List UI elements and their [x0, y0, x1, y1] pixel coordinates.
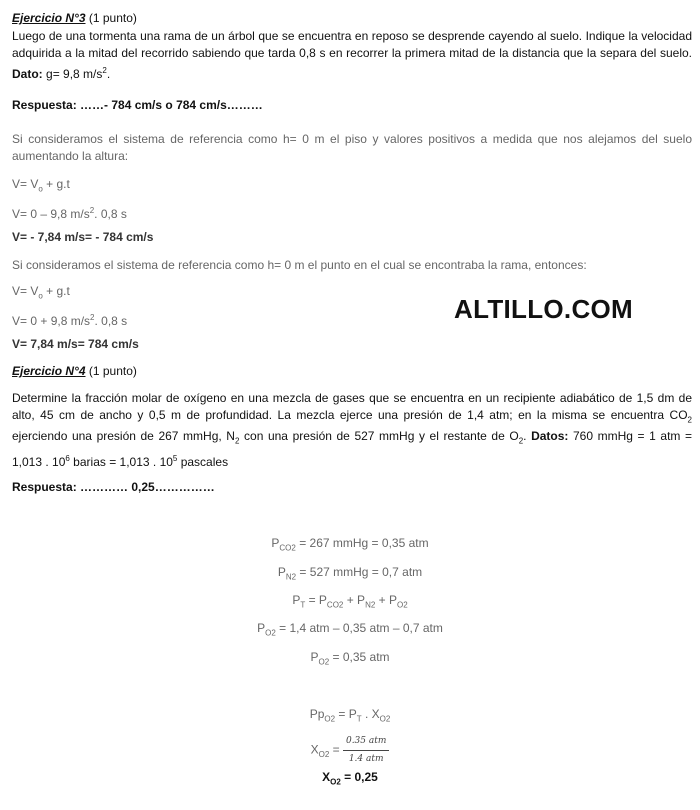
ex3-dato-sup: 2 — [102, 66, 107, 75]
ex4-respuesta-value: ………… 0,25…………… — [80, 480, 215, 494]
eq3-sub3: N2 — [365, 600, 376, 610]
ex4-datos-a: 760 mmHg = 1 atm = 1,013 . 10 — [12, 429, 692, 469]
ex4-datos-sup2: 5 — [172, 453, 178, 463]
ex4-s3-sub: 2 — [518, 436, 524, 446]
eq6-sub1: O2 — [324, 714, 336, 724]
eq3-a: P — [292, 593, 301, 607]
ex4-s1: Determine la fracción molar de oxígeno en una mezcla de gases que se encuentra en un recipiente adiabático de 1,5 dm de alto, 45 cm de ancho y 0,5 m de profundidad. La mezcla ejerce una presión de 1,4 atm; en la misma se encuentra CO — [12, 391, 692, 422]
fraction — [343, 733, 389, 768]
eq-xo2-fraction — [0, 733, 700, 768]
ex4-datos-b: barias = 1,013 . 10 — [69, 454, 173, 469]
eq2-b: = 527 mmHg = 0,7 atm — [296, 565, 423, 579]
ex3-title: Ejercicio N°3 — [12, 11, 86, 25]
ex4-s2: ejerciendo una presión de 267 mmHg, N — [12, 429, 235, 444]
eq6-sub3: O2 — [379, 714, 391, 724]
eq7-b: = — [329, 742, 343, 757]
eq-po2 — [0, 649, 700, 670]
f1b: V= 0 – 9,8 m/s — [12, 207, 90, 221]
eq2-a: P — [277, 565, 286, 579]
ex3-respuesta — [12, 97, 692, 114]
f2b-sup: 2 — [90, 313, 95, 322]
f1a-end: + g.t — [42, 177, 70, 191]
f1c: V= - 7,84 m/s= - 784 cm/s — [12, 230, 154, 244]
ex3-formula-2c — [12, 336, 692, 353]
fraction-numerator: 0.35 atm — [343, 733, 389, 751]
ex4-datos-sup1: 6 — [65, 453, 70, 463]
ex3-statement — [12, 28, 692, 83]
eq-pt — [0, 592, 700, 613]
ex4-respuesta-label: Respuesta: — [12, 480, 77, 494]
f2c: V= 7,84 m/s= 784 cm/s — [12, 337, 139, 351]
eq3-sub4: O2 — [396, 600, 408, 610]
ex4-datos-c: pascales — [177, 454, 229, 469]
eq5-sub: O2 — [318, 657, 330, 667]
eq6-b: = P — [335, 707, 357, 721]
ex3-dato-label: Dato: — [12, 67, 43, 81]
eq5-b: = 0,35 atm — [329, 650, 390, 664]
f2b-end: . 0,8 s — [94, 314, 128, 328]
ex3-respuesta-value: ……- 784 cm/s o 784 cm/s……… — [80, 98, 263, 112]
f1a-sub: o — [38, 184, 43, 194]
eq3-b: = P — [305, 593, 327, 607]
f2a-end: + g.t — [42, 284, 70, 298]
eq3-c: + P — [343, 593, 366, 607]
ex3-formula-1a — [12, 176, 692, 197]
eq8-a: X — [322, 770, 331, 784]
f2a: V= V — [12, 284, 39, 298]
eq1-a: P — [271, 536, 280, 550]
eq1-b: = 267 mmHg = 0,35 atm — [295, 536, 429, 550]
ex3-ref2: Si consideramos el sistema de referencia como h= 0 m el punto en el cual se encontraba la rama, entonces: — [12, 258, 587, 272]
eq3-d: + P — [375, 593, 397, 607]
ex3-statement-text: Luego de una tormenta una rama de un árbol que se encuentra en reposo se desprende cayendo al suelo. Indique la velocidad adquirida a la mitad del recorrido sabiendo que tarda 0,8 s en recorrer la primera mitad de la distancia que la separa del suelo. — [12, 29, 692, 60]
eq6-a: Pp — [309, 707, 325, 721]
ex4-s3: con una presión de 527 mmHg y el restante de O — [239, 429, 519, 444]
ex3-ref1: Si consideramos el sistema de referencia como h= 0 m el piso y valores positivos a medida que nos alejamos del suelo aumentando la altura: — [12, 132, 692, 163]
eq7-sub: O2 — [318, 750, 330, 760]
eq8-sub: O2 — [330, 777, 341, 787]
ex4-s2-sub: 2 — [234, 436, 240, 446]
ex4-heading — [12, 363, 692, 380]
eq5-a: P — [310, 650, 319, 664]
f2b: V= 0 + 9,8 m/s — [12, 314, 91, 328]
eq8-b: = 0,25 — [340, 770, 378, 784]
f1b-end: . 0,8 s — [94, 207, 127, 221]
eq7-a: X — [310, 742, 319, 757]
fraction-denominator: 1.4 atm — [348, 754, 384, 764]
eq4-b: = 1,4 atm – 0,35 atm – 0,7 atm — [275, 621, 443, 635]
eq2-sub: N2 — [285, 572, 297, 582]
eq4-sub: O2 — [265, 628, 276, 638]
ex4-statement — [12, 390, 692, 471]
eq4-a: P — [257, 621, 266, 635]
eq-xo2-result — [0, 769, 700, 790]
ex3-formula-1c — [12, 229, 692, 246]
ex4-s1-sub: 2 — [687, 415, 692, 425]
f1a: V= V — [12, 177, 39, 191]
f2a-sub: o — [38, 291, 43, 301]
eq-pco2 — [0, 535, 700, 556]
eq6-sub2: T — [356, 714, 362, 724]
eq1-sub: CO2 — [279, 543, 296, 553]
f1b-sup: 2 — [89, 206, 95, 215]
eq-po2-calc — [0, 620, 700, 641]
ex3-dato-value: g= 9,8 m/s — [46, 67, 103, 81]
watermark: ALTILLO.COM — [454, 294, 634, 324]
eq-pn2 — [0, 564, 700, 585]
ex3-heading — [12, 10, 692, 27]
eq3-sub2: CO2 — [326, 600, 344, 610]
ex3-respuesta-label: Respuesta: — [12, 98, 77, 112]
eq3-sub1: T — [300, 600, 306, 610]
ex4-respuesta — [12, 479, 692, 496]
ex4-s4: . — [523, 429, 532, 444]
ex4-points: (1 punto) — [88, 364, 137, 378]
eq-ppo2 — [0, 706, 700, 727]
ex4-title: Ejercicio N°4 — [12, 364, 86, 378]
ex4-datos-label: Datos: — [531, 429, 569, 444]
ex3-points: (1 punto) — [88, 11, 137, 25]
ex3-dato-end: . — [106, 67, 111, 81]
ex3-formula-1b — [12, 202, 692, 223]
eq6-c: . X — [361, 707, 380, 721]
